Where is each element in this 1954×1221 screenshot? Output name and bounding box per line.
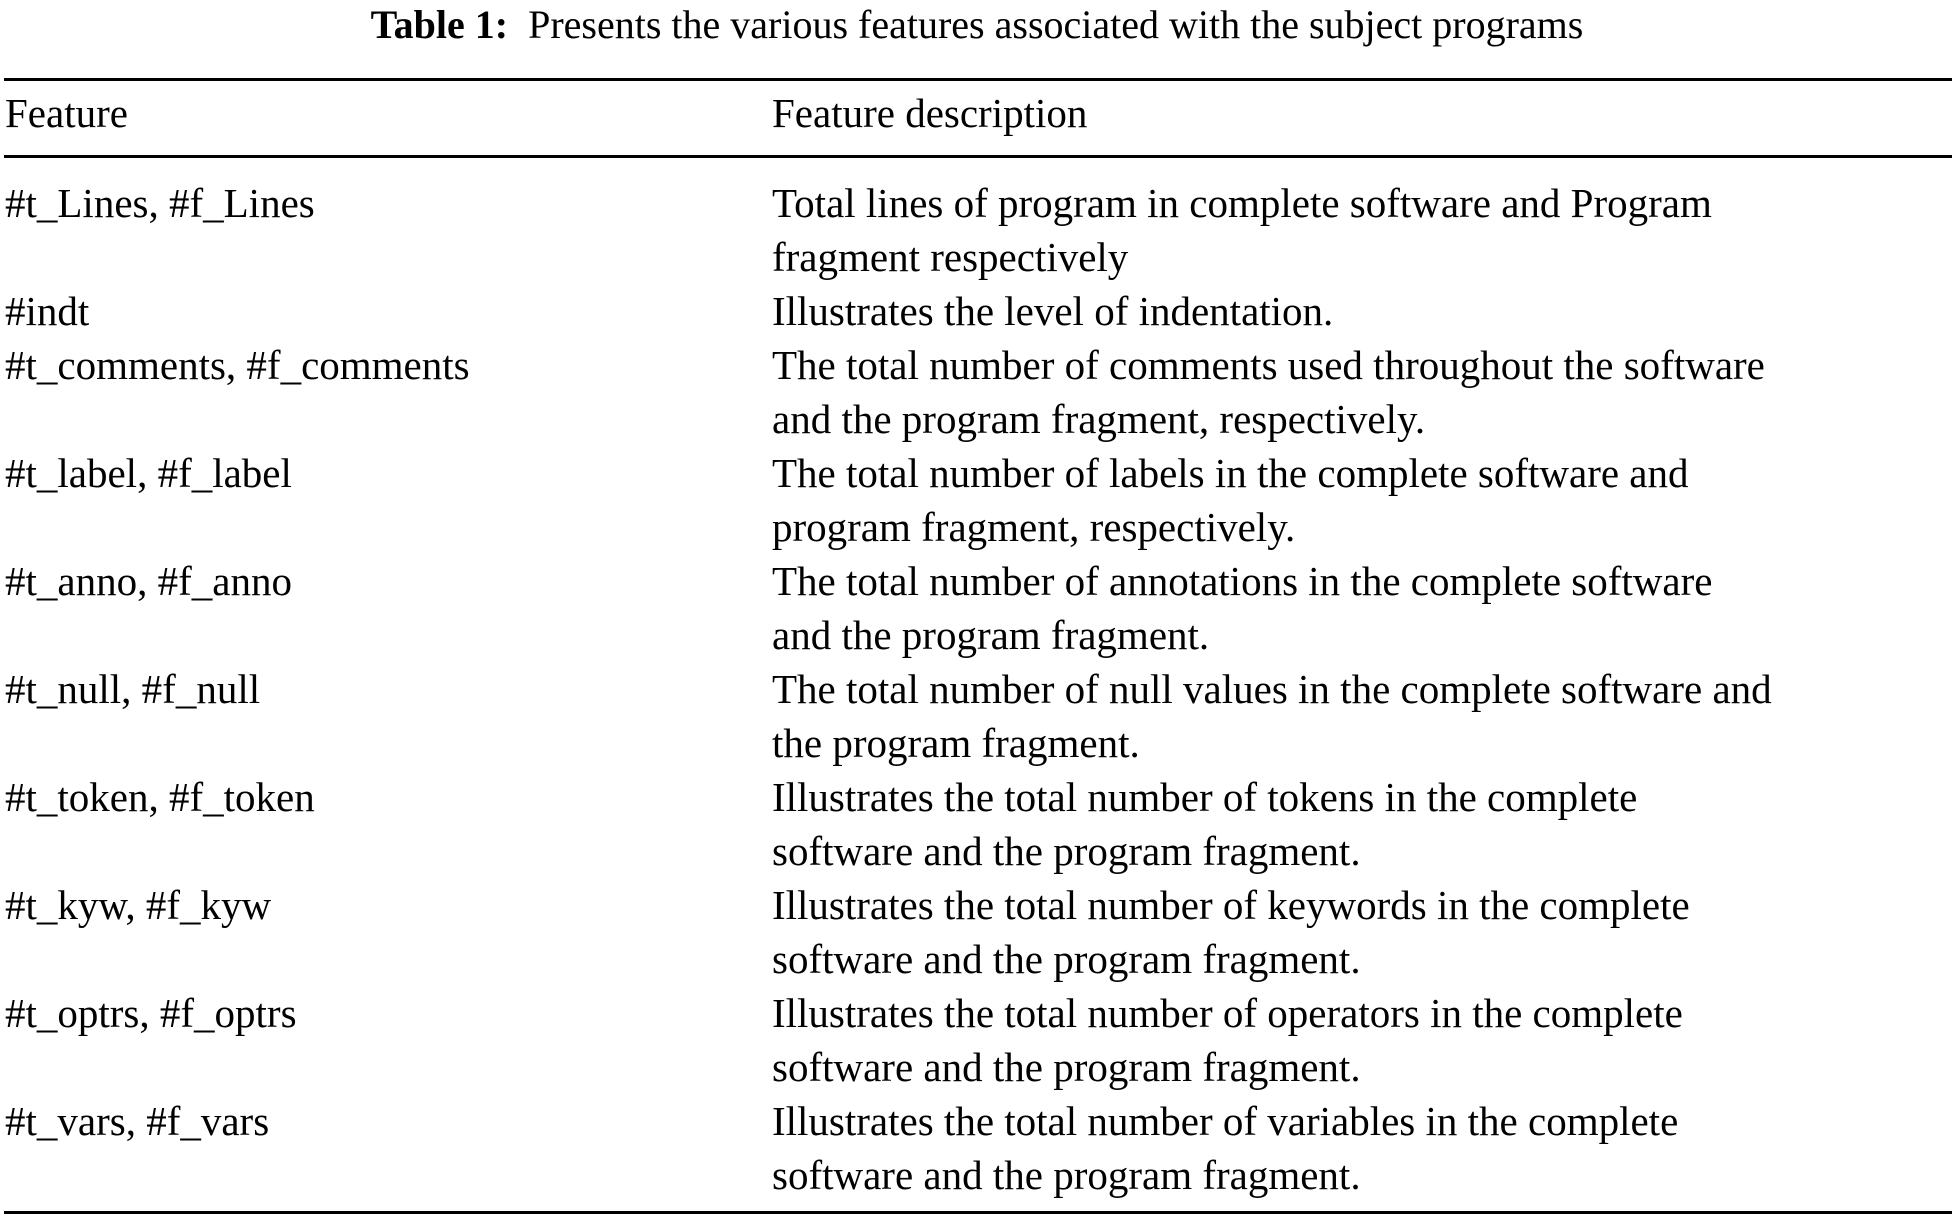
feature-cell: #t_Lines, #f_Lines: [5, 180, 315, 226]
table-row: [0, 662, 1954, 770]
description-line: the program fragment.: [772, 720, 1140, 766]
description-line: The total number of annotations in the complete software: [772, 558, 1713, 604]
table-body: [0, 176, 1954, 1202]
feature-cell: #t_null, #f_null: [5, 666, 261, 712]
description-line: The total number of null values in the complete software and: [772, 666, 1772, 712]
description-line: and the program fragment.: [772, 612, 1210, 658]
feature-cell: #t_token, #f_token: [5, 774, 315, 820]
feature-cell: #t_comments, #f_comments: [5, 342, 470, 388]
table-row: [0, 284, 1954, 338]
description-cell: [772, 338, 1954, 446]
description-cell: [772, 284, 1954, 338]
table-header-rule: [4, 155, 1952, 158]
table-row: [0, 1094, 1954, 1202]
description-cell: [772, 1094, 1954, 1202]
feature-cell: #t_kyw, #f_kyw: [5, 882, 272, 928]
column-header-description: Feature description: [772, 90, 1088, 136]
caption-text: Presents the various features associated with the subject programs: [528, 2, 1584, 47]
description-line: The total number of labels in the complete software and: [772, 450, 1689, 496]
table-row: [0, 446, 1954, 554]
feature-cell: #t_optrs, #f_optrs: [5, 990, 297, 1036]
table-row: [0, 878, 1954, 986]
description-cell: [772, 662, 1954, 770]
table-row: [0, 176, 1954, 284]
feature-cell: #t_label, #f_label: [5, 450, 292, 496]
description-line: Illustrates the total number of variables in the complete: [772, 1098, 1679, 1144]
description-line: The total number of comments used throughout the software: [772, 342, 1765, 388]
description-line: software and the program fragment.: [772, 828, 1361, 874]
description-line: Total lines of program in complete software and Program: [772, 180, 1712, 226]
description-line: fragment respectively: [772, 234, 1129, 280]
description-cell: [772, 878, 1954, 986]
description-cell: [772, 446, 1954, 554]
table-row: [0, 986, 1954, 1094]
description-cell: [772, 176, 1954, 284]
table-row: [0, 338, 1954, 446]
description-line: and the program fragment, respectively.: [772, 396, 1426, 442]
table-bottom-rule: [4, 1211, 1952, 1214]
description-line: software and the program fragment.: [772, 1152, 1361, 1198]
table-row: [0, 554, 1954, 662]
feature-cell: #indt: [5, 288, 90, 334]
table-header-row: [0, 86, 1954, 146]
description-line: software and the program fragment.: [772, 1044, 1361, 1090]
feature-cell: #t_vars, #f_vars: [5, 1098, 270, 1144]
table-caption: [0, 0, 1954, 50]
description-cell: [772, 770, 1954, 878]
description-cell: [772, 986, 1954, 1094]
feature-cell: #t_anno, #f_anno: [5, 558, 292, 604]
description-line: program fragment, respectively.: [772, 504, 1296, 550]
description-line: software and the program fragment.: [772, 936, 1361, 982]
table-row: [0, 770, 1954, 878]
description-line: Illustrates the total number of operators in the complete: [772, 990, 1683, 1036]
caption-label: Table 1:: [370, 2, 509, 47]
description-line: Illustrates the total number of tokens in the complete: [772, 774, 1638, 820]
description-line: Illustrates the total number of keywords in the complete: [772, 882, 1690, 928]
description-line: Illustrates the level of indentation.: [772, 288, 1334, 334]
table-top-rule: [4, 78, 1952, 81]
description-cell: [772, 554, 1954, 662]
column-header-feature: Feature: [5, 90, 128, 136]
